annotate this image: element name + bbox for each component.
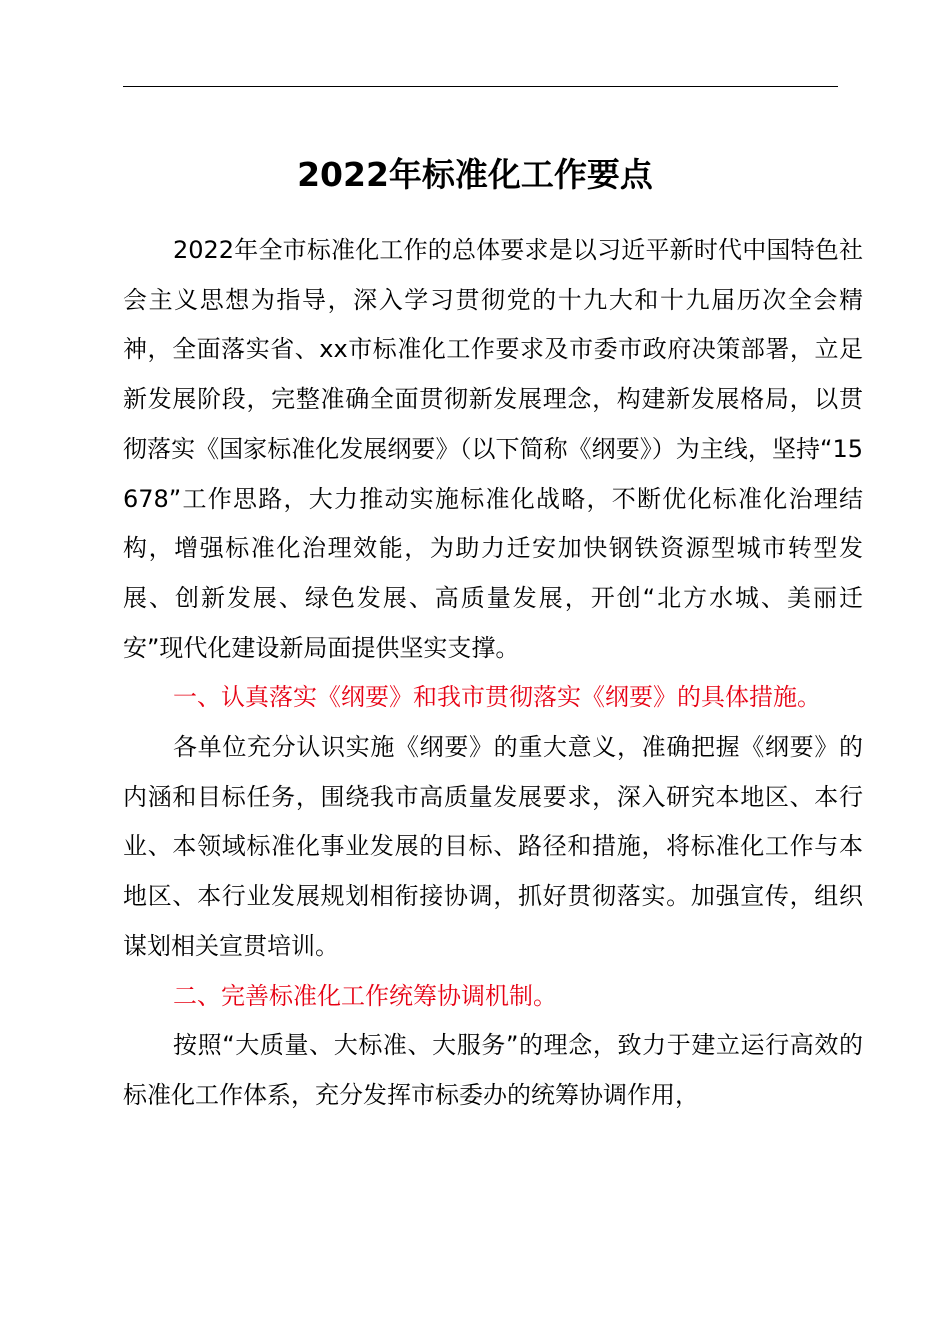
section-heading-1: 一、认真落实《纲要》和我市贯彻落实《纲要》的具体措施。 — [173, 683, 821, 712]
paragraph-section-2: 按照“大质量、大标准、大服务”的理念，致力于建立运行高效的标准化工作体系，充分发挥市标委办的统筹协调作用， — [123, 1031, 863, 1109]
paragraph-intro: 2022年全市标准化工作的总体要求是以习近平新时代中国特色社会主义思想为指导，深入学习贯彻党的十九大和十九届历次全会精神，全面落实省、xx市标准化工作要求及市委市政府决策部署，立足新发展阶段，完整准确全面贯彻新发展理念，构建新发展格局，以贯彻落实《国家标准化发展纲要》（以下简称《纲要》）为主线，坚持“15678”工作思路，大力推动实施标准化战略，不断优化标准化治理结构，增强标准化治理效能，为助力迁安加快钢铁资源型城市转型发展、创新发展、绿色发展、高质量发展，开创“北方水城、美丽迁安”现代化建设新局面提供坚实支撑。 — [123, 236, 863, 662]
section-heading-2: 二、完善标准化工作统筹协调机制。 — [173, 981, 557, 1010]
document-body — [123, 226, 863, 1121]
document-title: 2022年标准化工作要点 — [297, 155, 653, 194]
paragraph-section-1: 各单位充分认识实施《纲要》的重大意义，准确把握《纲要》的内涵和目标任务，围绕我市高质量发展要求，深入研究本地区、本行业、本领域标准化事业发展的目标、路径和措施，将标准化工作与本地区、本行业发展规划相衔接协调，抓好贯彻落实。加强宣传，组织谋划相关宣贯培训。 — [123, 733, 863, 960]
header-rule — [123, 86, 838, 87]
